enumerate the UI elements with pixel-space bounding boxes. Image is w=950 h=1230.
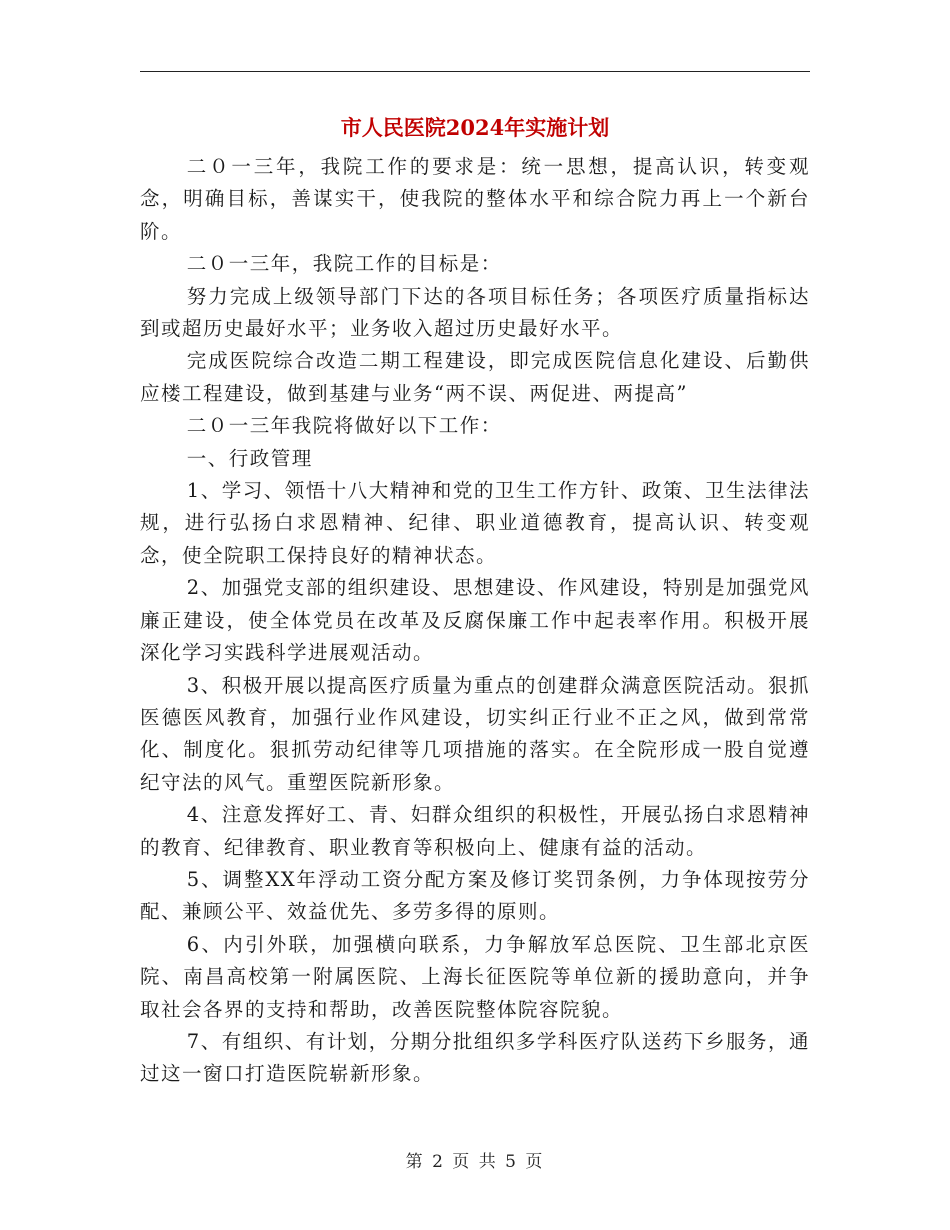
list-item-5: 5、调整XX年浮动工资分配方案及修订奖罚条例，力争体现按劳分配、兼顾公平、效益优先、多劳多得的原则。 bbox=[140, 867, 810, 924]
list-item-6: 6、内引外联，加强横向联系，力争解放军总医院、卫生部北京医院、南昌高校第一附属医院、上海长征医院等单位新的援助意向，并争取社会各界的支持和帮助，改善医院整体院容院貌。 bbox=[140, 932, 810, 1021]
paragraph-1: 二０一三年，我院工作的要求是：统一思想，提高认识，转变观念，明确目标，善谋实干，使我院的整体水平和综合院力再上一个新台阶。 bbox=[140, 155, 810, 243]
paragraph-5: 二０一三年我院将做好以下工作： bbox=[186, 414, 502, 438]
section-heading-admin: 一、行政管理 bbox=[186, 446, 313, 470]
document-title: 市人民医院2024年实施计划 bbox=[340, 115, 610, 140]
list-item-4: 4、注意发挥好工、青、妇群众组织的积极性，开展弘扬白求恩精神的教育、纪律教育、职业教育等积极向上、健康有益的活动。 bbox=[140, 803, 810, 859]
paragraph-2: 二０一三年，我院工作的目标是： bbox=[186, 252, 502, 276]
paragraph-3: 努力完成上级领导部门下达的各项目标任务；各项医疗质量指标达到或超历史最好水平；业务收入超过历史最好水平。 bbox=[140, 284, 810, 341]
page-number: 第 2 页 共 5 页 bbox=[405, 1152, 545, 1172]
document-body bbox=[140, 151, 810, 1091]
list-item-2: 2、加强党支部的组织建设、思想建设、作风建设，特别是加强党风廉正建设，使全体党员在改革及反腐保廉工作中起表率作用。积极开展深化学习实践科学进展观活动。 bbox=[140, 576, 810, 665]
list-item-1: 1、学习、领悟十八大精神和党的卫生工作方针、政策、卫生法律法规，进行弘扬白求恩精神、纪律、职业道德教育，提高认识、转变观念，使全院职工保持良好的精神状态。 bbox=[140, 479, 810, 567]
paragraph-4: 完成医院综合改造二期工程建设，即完成医院信息化建设、后勤供应楼工程建设，做到基建与业务“两不误、两促进、两提高” bbox=[140, 349, 810, 405]
page-footer bbox=[140, 1150, 810, 1174]
header-rule bbox=[140, 71, 810, 72]
list-item-7: 7、有组织、有计划，分期分批组织多学科医疗队送药下乡服务，通过这一窗口打造医院崭新形象。 bbox=[140, 1029, 810, 1086]
list-item-3: 3、积极开展以提高医疗质量为重点的创建群众满意医院活动。狠抓医德医风教育，加强行业作风建设，切实纠正行业不正之风，做到常常化、制度化。狠抓劳动纪律等几项措施的落实。在全院形成一股自觉遵纪守法的风气。重塑医院新形象。 bbox=[140, 673, 810, 794]
